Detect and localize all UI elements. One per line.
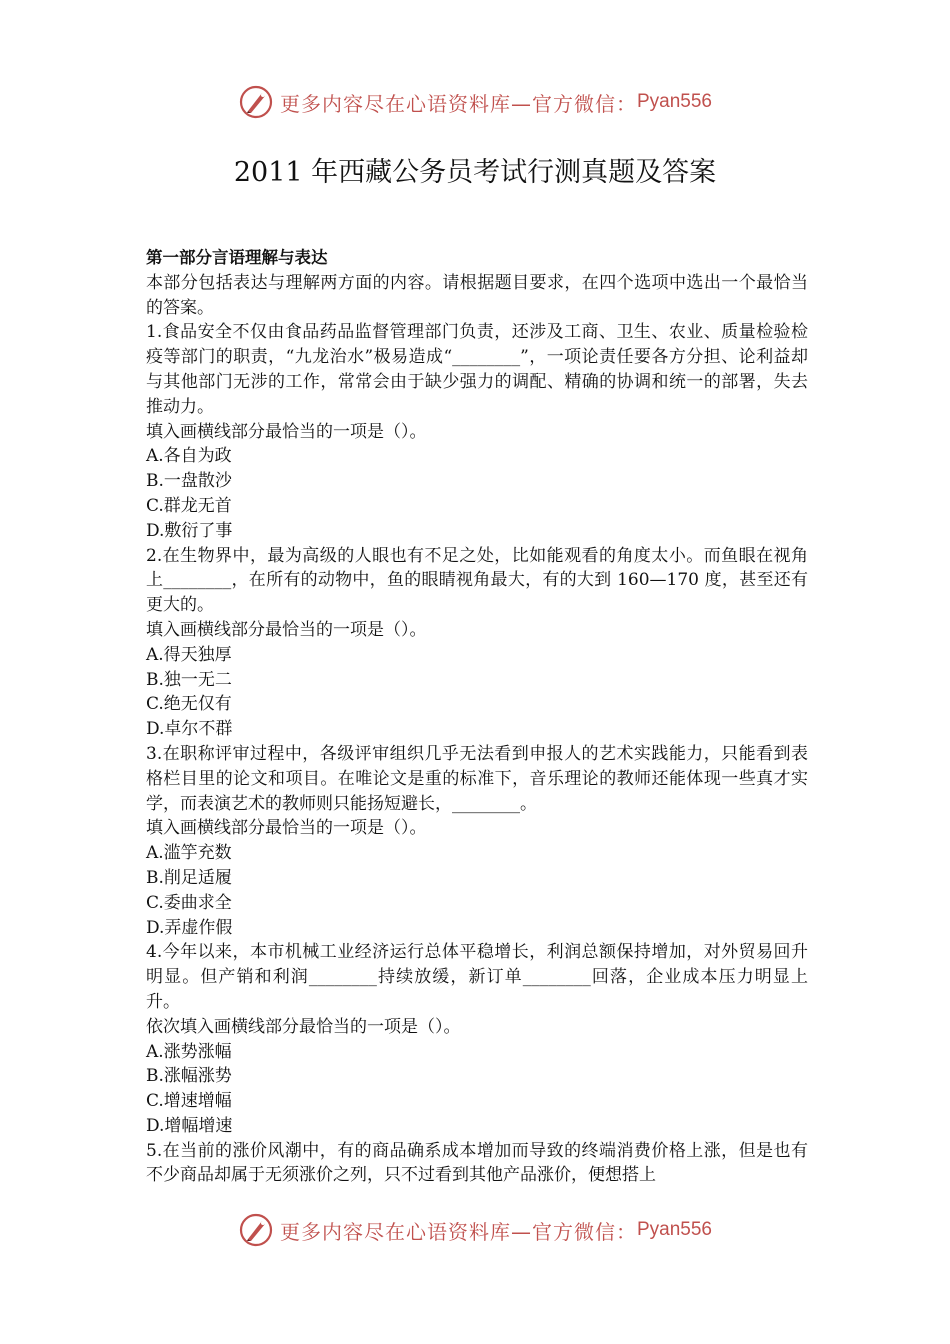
question-prompt: 填入画横线部分最恰当的一项是（）。 [146, 619, 427, 640]
option-d: D.弄虚作假 [146, 917, 233, 938]
option-b: B.独一无二 [146, 669, 232, 690]
option-c: C.绝无仅有 [146, 694, 232, 715]
pen-logo-icon [238, 84, 274, 120]
banner-text: 更多内容尽在心语资料库—官方微信： [279, 91, 637, 116]
question-3: 3.在职称评审过程中，各级评审组织几乎无法看到申报人的艺术实践能力，只能看到表格栏目里的论文和项目。在唯论文是重的标准下，音乐理论的教师还能体现一些真才实学，而表演艺术的教师则只能扬短避长，________。 [146, 743, 808, 814]
section-heading: 第一部分言语理解与表达 [146, 248, 328, 267]
option-c: C.委曲求全 [146, 892, 232, 913]
question-prompt: 填入画横线部分最恰当的一项是（）。 [146, 818, 427, 839]
option-a: A.得天独厚 [146, 644, 232, 665]
document-title: 2011 年西藏公务员考试行测真题及答案 [233, 157, 717, 188]
question-prompt: 依次填入画横线部分最恰当的一项是（）。 [146, 1016, 461, 1037]
option-a: A.各自为政 [146, 446, 232, 467]
option-a: A.涨势涨幅 [146, 1041, 232, 1062]
option-c: C.群龙无首 [146, 495, 232, 516]
wechat-id: Pyan556 [636, 91, 712, 112]
question-5: 5.在当前的涨价风潮中，有的商品确系成本增加而导致的终端消费价格上涨，但是也有不少商品却属于无须涨价之列，只不过看到其他产品涨价，便想搭上 [146, 1140, 808, 1186]
option-b: B.涨幅涨势 [146, 1066, 232, 1087]
footer-watermark-banner [0, 1208, 950, 1252]
banner-text: 更多内容尽在心语资料库—官方微信： [279, 1219, 637, 1244]
question-2: 2.在生物界中，最为高级的人眼也有不足之处，比如能观看的角度太小。而鱼眼在视角上________，在所有的动物中，鱼的眼睛视角最大，有的大到 160—170 度，甚至还有更大的。 [146, 545, 808, 616]
option-d: D.敷衍了事 [146, 520, 233, 541]
option-b: B.削足适履 [146, 867, 232, 888]
document-body [146, 246, 808, 1188]
pen-logo-icon [238, 1212, 274, 1248]
question-4: 4.今年以来，本市机械工业经济运行总体平稳增长，利润总额保持增加，对外贸易回升明显。但产销和利润________持续放缓，新订单________回落，企业成本压力明显上升。 [146, 942, 808, 1012]
wechat-id: Pyan556 [636, 1219, 712, 1240]
option-d: D.卓尔不群 [146, 719, 233, 740]
header-watermark-banner [0, 80, 950, 124]
section-instructions: 本部分包括表达与理解两方面的内容。请根据题目要求，在四个选项中选出一个最恰当的答案。 [146, 272, 808, 318]
option-a: A.滥竽充数 [146, 843, 232, 864]
option-b: B.一盘散沙 [146, 471, 232, 492]
question-1: 1.食品安全不仅由食品药品监督管理部门负责，还涉及工商、卫生、农业、质量检验检疫等部门的职责，“九龙治水”极易造成“________”，一项论责任要各方分担、论利益却与其他部门无涉的工作，常常会由于缺少强力的调配、精确的协调和统一的部署，失去推动力。 [146, 322, 808, 417]
option-d: D.增幅增速 [146, 1115, 233, 1136]
option-c: C.增速增幅 [146, 1091, 232, 1112]
question-prompt: 填入画横线部分最恰当的一项是（）。 [146, 421, 427, 442]
